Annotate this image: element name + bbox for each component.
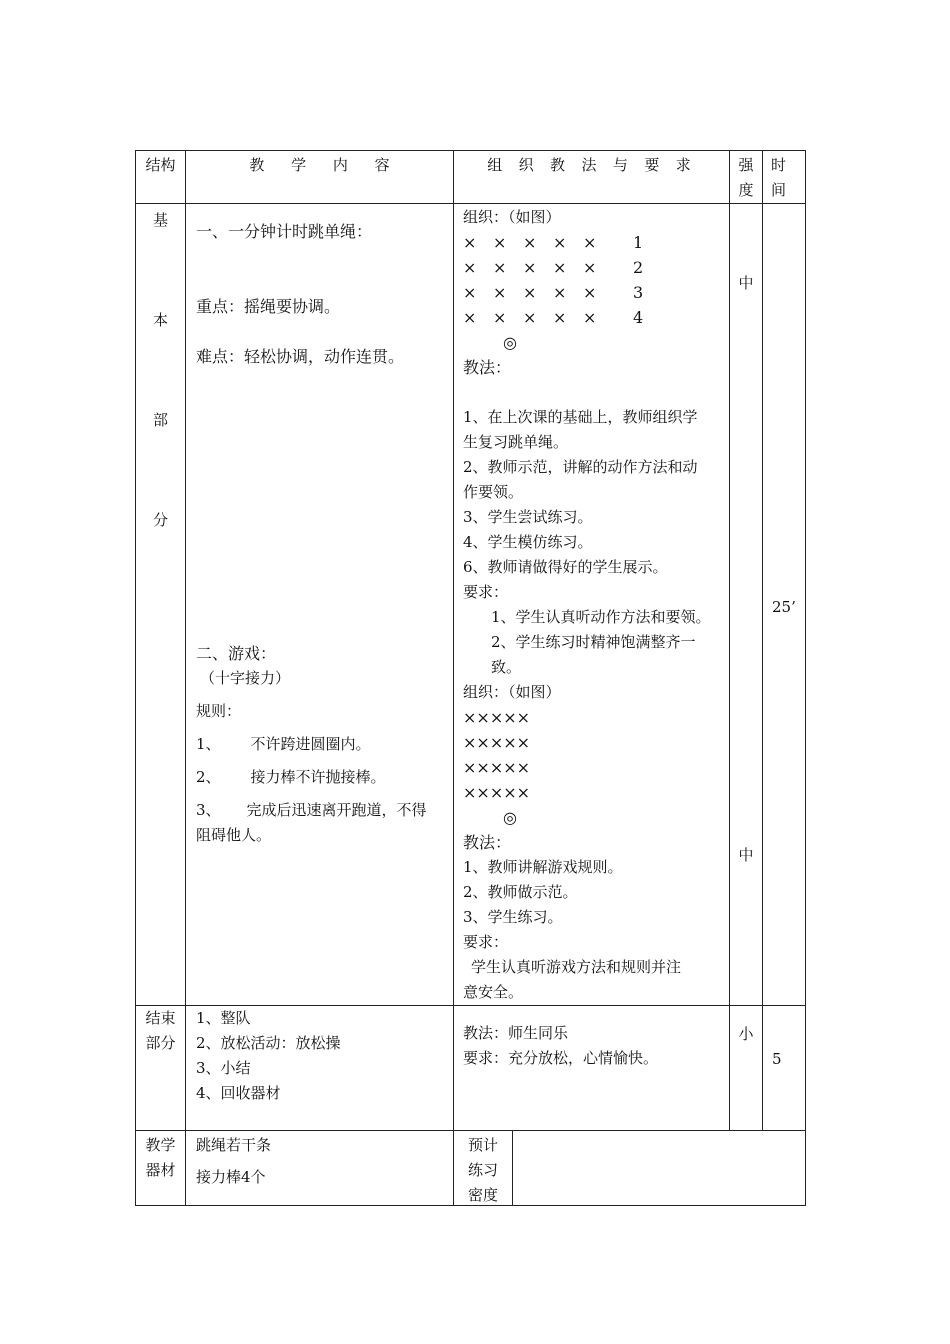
teacher-position-icon: ◎ [503,808,517,827]
header-time: 时 间 [763,151,806,204]
section-title-rope: 一、一分钟计时跳单绳： [196,222,373,241]
header-intensity: 强 度 [730,151,763,204]
equipment-label: 教学 器材 [136,1131,186,1206]
basic-part-time: 25’ [763,204,806,1006]
ending-part-intensity: 小 [730,1006,763,1131]
lesson-plan-table [135,150,806,1206]
method-label: 教法： [463,358,512,377]
requirement-label: 要求： [463,933,509,951]
header-content: 教 学 内 容 [186,151,454,204]
density-cell [454,1131,806,1206]
header-structure: 结构 [136,151,186,204]
section-title-game: 二、游戏： [196,644,277,663]
equipment-items: 跳绳若干条 接力棒4个 [186,1131,454,1206]
rule-item: 2、 接力棒不许抛接棒。 [196,768,386,786]
formation-grid-game: ××××× ××××× ××××× ××××× [463,708,531,802]
density-value [513,1131,805,1205]
basic-part-intensity: 中 中 [730,204,763,1006]
density-label: 预计 练习 密度 [454,1131,513,1205]
rule-item: 3、 完成后迅速离开跑道，不得 [196,801,427,819]
basic-part-organization: 组织：（如图） × × × × × 1 × × × × × 2 × × × × × 3 × × × × × 4 ◎ 教法： 1、在上次课的基础上，教师组织学 生复习跳单绳。 2、教师示范，讲解的动作方法和动 作要领。 3、学生尝试练习。 4、学生模仿练习。 6、教师请做得好的学生展示。 要求： 1、学生认真听动作方法和要领。 2、学生练习时精神饱满整齐一 致。 组织：（如图） ××××× ××××× ××××× ××××× ◎ 教法： 1、教师讲解游戏规则。 2、教师做示范。 3、学生练习。 要求： 学生认真听游戏方法和规则并注 意安全。 [454,204,730,1006]
formation-grid: × × × × × 1 × × × × × 2 × × × × × 3 × × × × × 4 [463,233,644,327]
ending-part-organization: 教法：师生同乐 要求：充分放松，心情愉快。 [454,1006,730,1131]
basic-part-content [186,204,454,1006]
ending-part-time: 5 [763,1006,806,1131]
method-label: 教法： [463,833,512,852]
ending-part-label: 结束 部分 [136,1006,186,1131]
rules-label: 规则： [196,702,242,720]
equipment-row [136,1131,806,1206]
requirement-label: 要求： [463,583,509,601]
ending-part-row [136,1006,806,1131]
organization-label: 组织：（如图） [463,208,561,226]
basic-part-row [136,204,806,1006]
header-row [136,151,806,204]
key-point: 重点：摇绳要协调。 [196,297,341,316]
header-organization: 组 织 教 法 与 要 求 [454,151,730,204]
game-name: （十字接力） [200,669,291,687]
organization-label: 组织：（如图） [463,683,561,701]
difficulty: 难点：轻松协调，动作连贯。 [196,347,405,366]
ending-part-content: 1、整队 2、放松活动：放松操 3、小结 4、回收器材 [186,1006,454,1131]
teacher-position-icon: ◎ [503,333,517,352]
rule-item-continued: 阻碍他人。 [196,826,272,844]
basic-part-label: 基 本 部 分 [136,204,186,1006]
rule-item: 1、 不许跨进圆圈内。 [196,735,371,753]
